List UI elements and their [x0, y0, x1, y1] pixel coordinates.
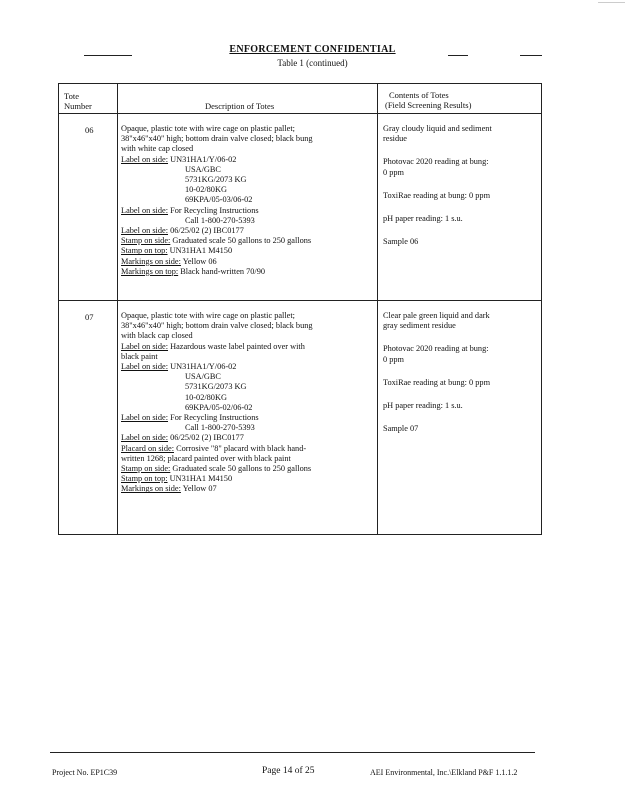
field-text: USA/GBC: [185, 372, 221, 382]
col-header-description: Description of Totes: [205, 101, 275, 111]
field-label: Label on side:: [121, 362, 169, 372]
field-label: Placard on side:: [121, 443, 174, 453]
header-bottom-rule: [58, 113, 542, 114]
description-line: [121, 444, 375, 454]
field-label: Markings on side:: [121, 256, 181, 266]
field-label: Label on side:: [121, 154, 169, 164]
field-label: Label on side:: [121, 341, 169, 351]
field-label: Stamp on top:: [121, 246, 168, 256]
field-text: Call 1-800-270-5393: [185, 423, 255, 433]
contents-line: ToxiRae reading at bung: 0 ppm: [383, 190, 491, 200]
contents-line: gray sediment residue: [383, 321, 456, 331]
header-rule-left: [84, 55, 132, 56]
footer-company: AEI Environmental, Inc.\Elkland P&F 1.1.1.2: [370, 768, 518, 777]
field-text: USA/GBC: [185, 164, 221, 174]
col-divider-2: [377, 83, 378, 535]
description-line: [121, 236, 375, 246]
contents-line: Gray cloudy liquid and sediment: [383, 124, 492, 133]
contents-line: residue: [383, 134, 407, 144]
contents-line: Photovac 2020 reading at bung:: [383, 344, 489, 354]
description-line: [121, 342, 375, 352]
description-line: [121, 185, 375, 195]
description-line: [121, 352, 375, 362]
col-header-contents: Contents of Totes (Field Screening Results): [385, 90, 472, 110]
contents-line: Clear pale green liquid and dark: [383, 311, 490, 320]
field-label: Label on side:: [121, 226, 169, 236]
description-line: [121, 195, 375, 205]
field-text: written 1268; placard painted over with black paint: [121, 453, 291, 463]
field-text: Corrosive "8" placard with black hand-: [174, 443, 307, 453]
field-text: 10-02/80KG: [185, 392, 227, 402]
field-label: Stamp on top:: [121, 474, 168, 484]
description-line: [121, 144, 375, 154]
contents-line: pH paper reading: 1 s.u.: [383, 401, 463, 411]
description-line: [121, 311, 375, 321]
field-text: 69KPA/05-02/06-02: [185, 402, 253, 412]
description-line: [121, 423, 375, 433]
field-text: UN31HA1 M4150: [167, 474, 233, 484]
field-text: with white cap closed: [121, 144, 194, 154]
description-line: [121, 257, 375, 267]
field-text: 69KPA/05-03/06-02: [185, 195, 253, 205]
description-line: [121, 454, 375, 464]
tote-07-contents: [383, 311, 540, 434]
tote-number-07: 07: [85, 312, 94, 322]
footer-project-number: Project No. EP1C39: [52, 768, 118, 777]
description-line: [121, 484, 375, 494]
description-line: [121, 216, 375, 226]
description-line: [121, 124, 375, 134]
field-text: UN31HA1 M4150: [167, 246, 233, 256]
scan-artifact-line: [598, 2, 625, 3]
field-text: Yellow 06: [180, 256, 217, 266]
description-line: [121, 403, 375, 413]
table-caption: Table 1 (continued): [277, 58, 348, 68]
description-line: [121, 474, 375, 484]
field-text: 38"x46"x40" high; bottom drain valve closed; black bung: [121, 134, 313, 144]
field-text: UN31HA1/Y/06-02: [168, 362, 237, 372]
description-line: [121, 393, 375, 403]
field-label: Label on side:: [121, 205, 169, 215]
tote-06-description: [121, 124, 375, 277]
field-text: For Recycling Instructions: [168, 205, 259, 215]
tote-07-description: [121, 311, 375, 495]
field-text: with black cap closed: [121, 331, 193, 341]
row-separator: [58, 300, 542, 301]
field-text: Opaque, plastic tote with wire cage on plastic pallet;: [121, 311, 295, 320]
field-label: Label on side:: [121, 413, 169, 423]
footer-rule: [50, 752, 535, 753]
description-line: [121, 362, 375, 372]
description-line: [121, 331, 375, 341]
tote-06-contents: [383, 124, 540, 247]
contents-line: Sample 07: [383, 424, 419, 434]
description-line: [121, 382, 375, 392]
field-text: UN31HA1/Y/06-02: [168, 154, 237, 164]
field-text: Yellow 07: [180, 484, 217, 494]
contents-line: ToxiRae reading at bung: 0 ppm: [383, 377, 491, 387]
field-text: Graduated scale 50 gallons to 250 gallons: [170, 236, 312, 246]
contents-line: pH paper reading: 1 s.u.: [383, 214, 463, 224]
header-rule-far-right: [520, 55, 542, 56]
description-line: [121, 433, 375, 443]
description-line: [121, 175, 375, 185]
field-text: Hazardous waste label painted over with: [168, 341, 305, 351]
footer-page-number: Page 14 of 25: [262, 766, 315, 776]
col-header-tote-number: Tote Number: [64, 91, 92, 111]
description-line: [121, 246, 375, 256]
col-divider-1: [117, 83, 118, 535]
field-text: Graduated scale 50 gallons to 250 gallons: [170, 464, 312, 474]
field-text: 06/25/02 (2) IBC0177: [168, 226, 244, 236]
description-line: [121, 372, 375, 382]
description-line: [121, 226, 375, 236]
description-line: [121, 165, 375, 175]
description-line: [121, 267, 375, 277]
field-text: For Recycling Instructions: [168, 413, 259, 423]
field-text: black paint: [121, 351, 158, 361]
field-label: Markings on side:: [121, 484, 181, 494]
field-text: Black hand-written 70/90: [178, 266, 266, 276]
contents-line: Photovac 2020 reading at bung:: [383, 157, 489, 167]
field-label: Markings on top:: [121, 266, 179, 276]
field-label: Stamp on side:: [121, 464, 171, 474]
header-rule-right: [448, 55, 468, 56]
contents-line: 0 ppm: [383, 167, 404, 177]
field-label: Label on side:: [121, 433, 169, 443]
tote-number-06: 06: [85, 125, 94, 135]
description-line: [121, 206, 375, 216]
contents-line: Sample 06: [383, 237, 419, 247]
field-text: 06/25/02 (2) IBC0177: [168, 433, 244, 443]
contents-line: 0 ppm: [383, 354, 404, 364]
field-text: 38"x46"x40" high; bottom drain valve closed; black bung: [121, 321, 313, 331]
description-line: [121, 413, 375, 423]
field-text: 5731KG/2073 KG: [185, 175, 247, 185]
confidential-header: ENFORCEMENT CONFIDENTIAL: [229, 44, 396, 55]
description-line: [121, 321, 375, 331]
field-label: Stamp on side:: [121, 236, 171, 246]
field-text: Opaque, plastic tote with wire cage on plastic pallet;: [121, 124, 295, 133]
description-line: [121, 155, 375, 165]
description-line: [121, 134, 375, 144]
field-text: 5731KG/2073 KG: [185, 382, 247, 392]
description-line: [121, 464, 375, 474]
field-text: Call 1-800-270-5393: [185, 215, 255, 225]
field-text: 10-02/80KG: [185, 185, 227, 195]
